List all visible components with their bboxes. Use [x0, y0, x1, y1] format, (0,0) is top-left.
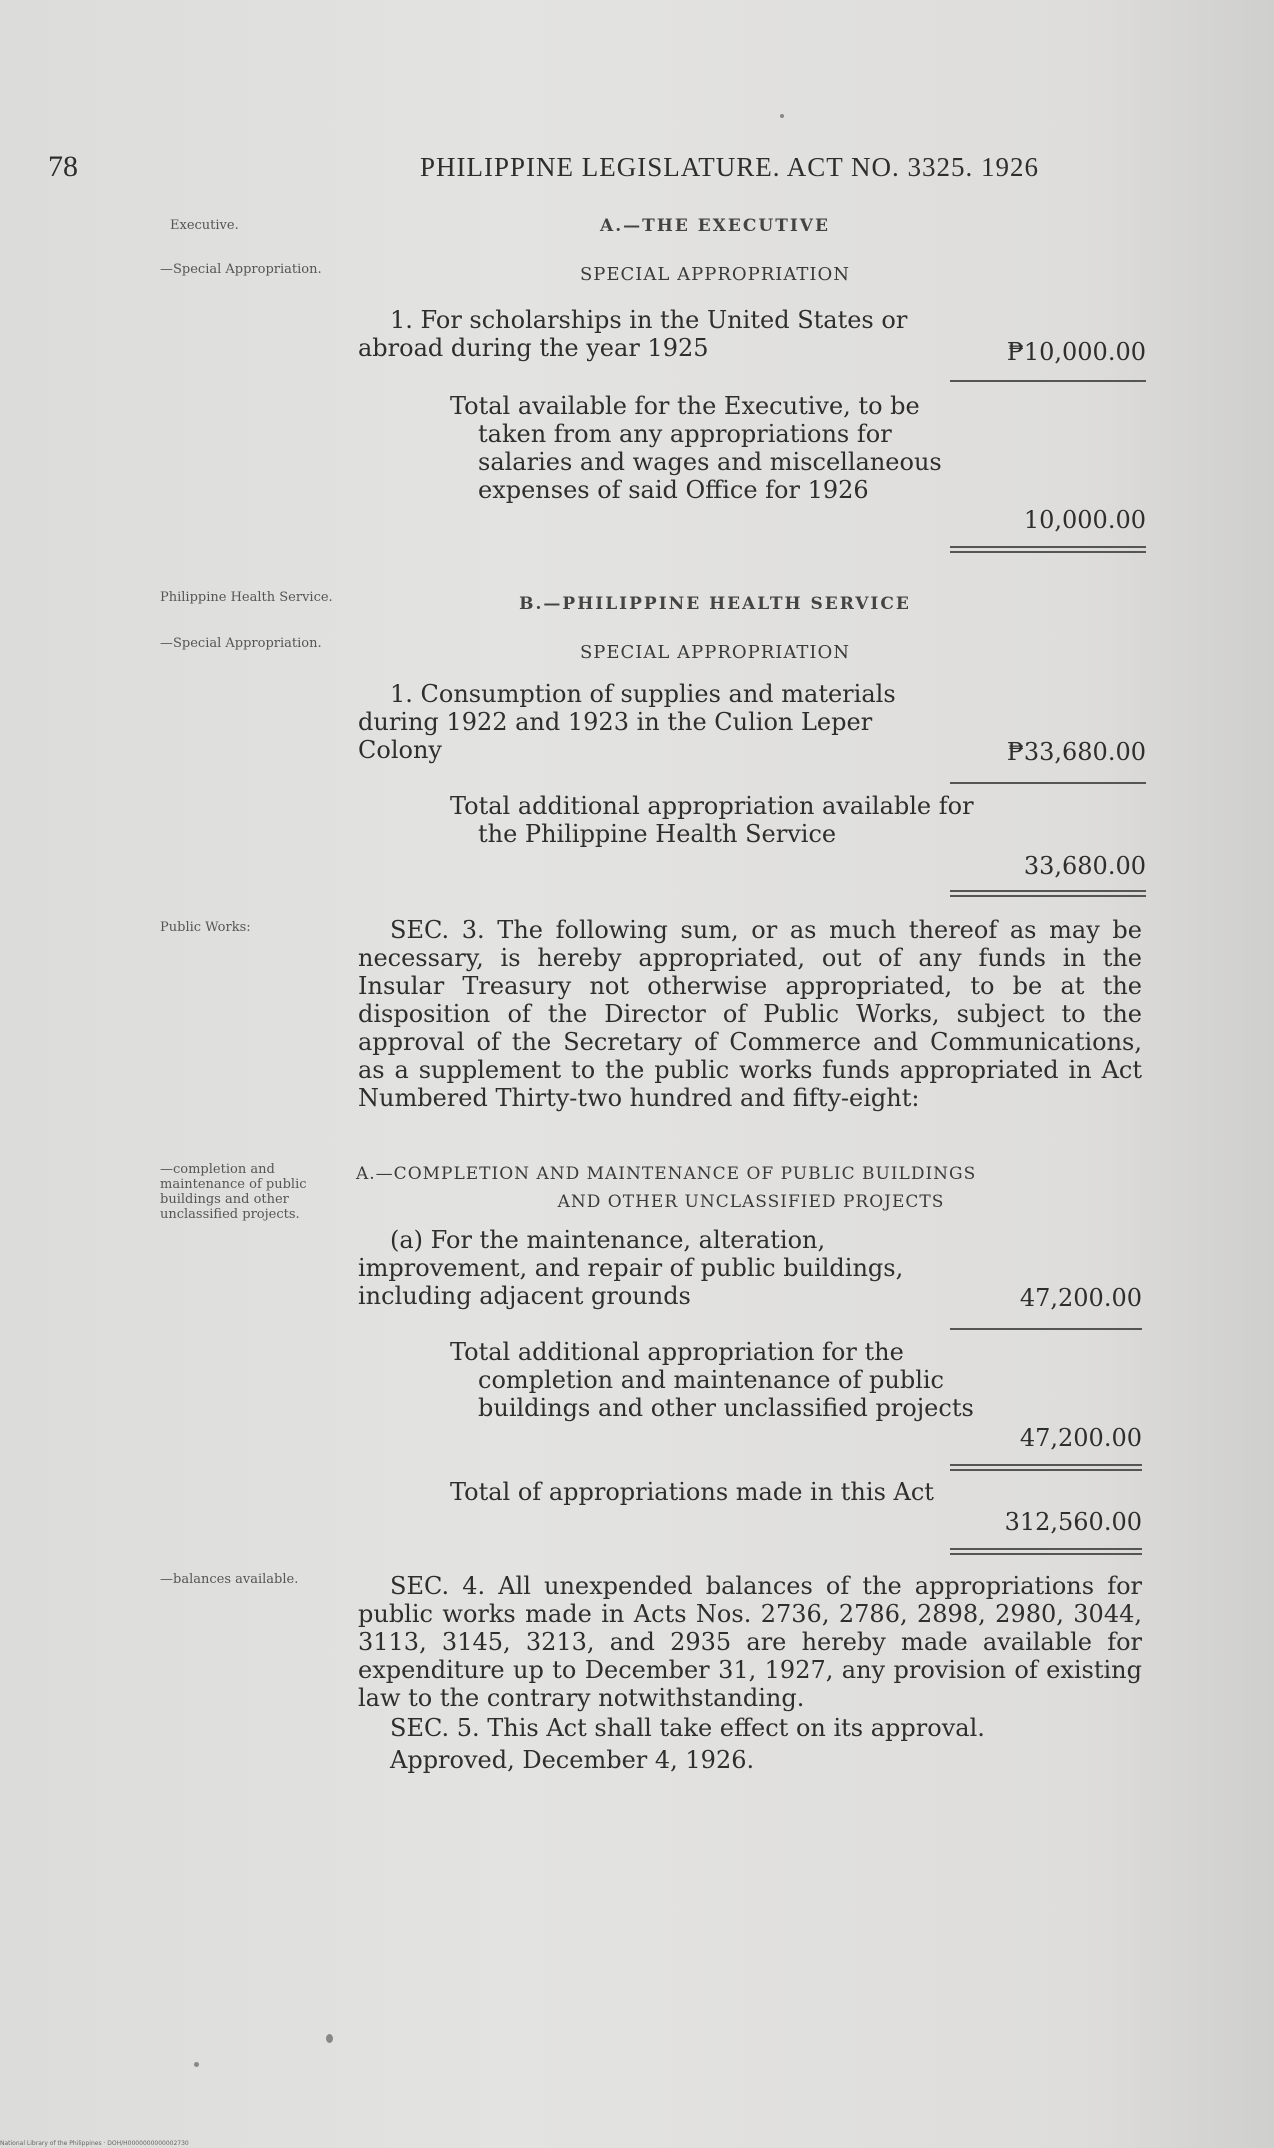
double-rule — [950, 890, 1146, 897]
section-pw-heading-line1: A.—COMPLETION AND MAINTENANCE OF PUBLIC BUILDINGS — [356, 1164, 977, 1184]
section-pw-item: (a) For the maintenance, alteration, improvement, and repair of public buildings, including adjacent grounds — [358, 1226, 904, 1310]
margin-note-health: Philippine Health Service. — [160, 590, 333, 605]
rule — [950, 1328, 1142, 1330]
rule — [950, 380, 1146, 382]
section-pw-total: Total additional appropriation for the completion and maintenance of public buildings and other unclassified projects — [450, 1338, 974, 1422]
scan-speck — [194, 2062, 199, 2067]
double-rule — [950, 1464, 1142, 1471]
margin-note-health-special: —Special Appropriation. — [160, 636, 322, 651]
double-rule — [950, 546, 1146, 553]
section-b-item: 1. Consumption of supplies and materials during 1922 and 1923 in the Culion Leper Colony — [358, 680, 896, 764]
section-a-total: Total available for the Executive, to be taken from any appropriations for salaries and wages and miscellaneous expenses of said Office for 1926 — [450, 392, 942, 504]
section-b-total-amount: 33,680.00 — [1023, 852, 1146, 880]
grand-total-amount: 312,560.00 — [1004, 1508, 1142, 1536]
section-a-subheading: SPECIAL APPROPRIATION — [579, 264, 851, 285]
section-a-heading: A.—THE EXECUTIVE — [600, 216, 830, 236]
section-3-text: SEC. 3. The following sum, or as much thereof as may be necessary, is hereby appropriated, out of any funds in the Insular Treasury not otherwise appropriated, to be at the disposition of the Director of Public Works, subject to the approval of the Secretary of Commerce and Communications, as a supplement to the public works funds appropriated in Act Numbered Thirty-two hundred and fifty-eight: — [358, 916, 1142, 1112]
margin-note-completion: —completion and maintenance of public buildings and other unclassified projects. — [160, 1162, 307, 1222]
margin-note-balances: —balances available. — [160, 1572, 299, 1587]
running-head: PHILIPPINE LEGISLATURE. ACT NO. 3325. 1926 — [420, 152, 1040, 182]
scan-speck — [780, 114, 784, 118]
section-4-text: SEC. 4. All unexpended balances of the appropriations for public works made in Acts Nos. 2736, 2786, 2898, 2980, 3044, 3113, 3145, 3213, and 2935 are hereby made available for expenditure up to December 31, 1927, any provision of existing law to the contrary notwithstanding. — [358, 1572, 1142, 1712]
section-b-subheading: SPECIAL APPROPRIATION — [579, 642, 851, 663]
margin-note-public-works: Public Works: — [160, 920, 251, 935]
section-a-item: 1. For scholarships in the United States or abroad during the year 1925 — [358, 306, 908, 362]
double-rule — [950, 1548, 1142, 1555]
section-b-total: Total additional appropriation available for the Philippine Health Service — [450, 792, 974, 848]
section-b-item-amount: ₱33,680.00 — [1006, 738, 1146, 766]
grand-total: Total of appropriations made in this Act — [450, 1478, 934, 1506]
section-pw-total-amount: 47,200.00 — [1019, 1424, 1142, 1452]
scan-speck — [326, 2034, 333, 2043]
section-a-total-amount: 10,000.00 — [1023, 506, 1146, 534]
section-5-text: SEC. 5. This Act shall take effect on its approval. — [390, 1714, 985, 1742]
section-a-item-amount: ₱10,000.00 — [1006, 338, 1146, 366]
margin-note-exec-special: —Special Appropriation. — [160, 262, 322, 277]
approval-line: Approved, December 4, 1926. — [390, 1746, 755, 1774]
section-pw-item-amount: 47,200.00 — [1019, 1284, 1142, 1312]
margin-note-executive: Executive. — [170, 218, 239, 233]
page-number: 78 — [48, 150, 78, 183]
section-pw-heading-line2: AND OTHER UNCLASSIFIED PROJECTS — [557, 1192, 945, 1212]
rule — [950, 782, 1146, 784]
section-b-heading: B.—PHILIPPINE HEALTH SERVICE — [519, 594, 911, 614]
scan-footer: National Library of the Philippines · DOH/H0000000000002730 — [0, 2140, 189, 2147]
